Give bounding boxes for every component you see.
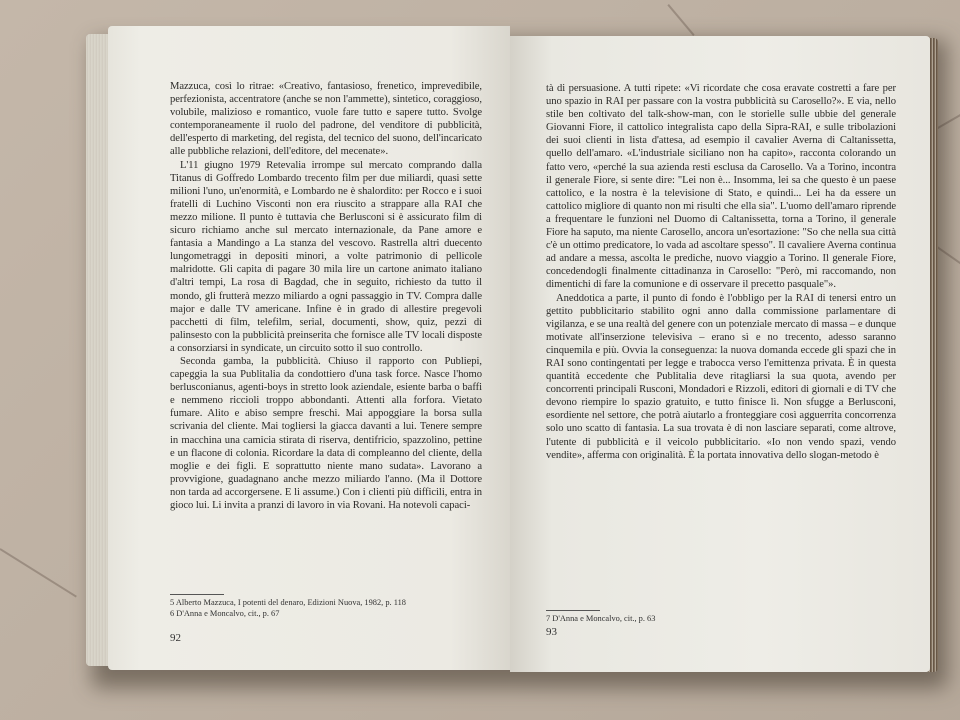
right-page <box>510 36 930 672</box>
page-number: 93 <box>546 626 557 638</box>
open-book <box>86 26 938 678</box>
left-page-text <box>170 80 482 586</box>
paragraph: L'11 giugno 1979 Retevalia irrompe sul mercato comprando dalla Titanus di Goffredo Lombardo trecento film per due miliardi, quasi sette milioni l'uno, un'enormità, e Lombardo ne è shalordito: per Rocco e i suoi fratelli di Luchino Visconti non era riuscito a strappare alla RAI che mezzo milione. Il punto è tuttavia che Berlusconi si è assicurato film di sicuro richiamo anche sul mercato internazionale, da Pane amore e fantasia a Mandingo a La stanza del vescovo. Rastrella altri duecento lungometraggi in depositi minori, a volte patrimonio di pellicole malridotte. Gli capita di pagare 30 mila lire un cartone animato italiano d'altri tempi, La rosa di Bagdad, che in seguito, richiesto da tutto il mondo, gli frutterà mezzo miliardo a ogni passaggio in TV. Compra dalle major e dalle TV americane. Infine è in grado di allestire pregevoli pacchetti di film, telefilm, serial, documenti, show, quiz, pezzi di palinsesto con la pubblicità preinserita che fornisce alle TV locali disposte a consorziarsi in syndicate, un circuito sotto il suo controllo. <box>170 159 482 354</box>
left-page <box>108 26 510 670</box>
footnote: 5 Alberto Mazzuca, I potenti del denaro, Edizioni Nuova, 1982, p. 118 <box>170 598 406 607</box>
footnote: 6 D'Anna e Moncalvo, cit., p. 67 <box>170 608 280 618</box>
footnote: 7 D'Anna e Moncalvo, cit., p. 63 <box>546 614 656 623</box>
footnote-rule <box>546 610 600 611</box>
page-number: 92 <box>170 632 181 644</box>
paragraph: Mazzuca, così lo ritrae: «Creativo, fantasioso, frenetico, imprevedibile, perfezionista, accentratore (anche se non l'ammette), sintetico, coraggioso, volubile, malizioso e romantico, vuole fare tutto e sapere tutto. Svolge contemporaneamente il ruolo del padrone, del venditore di pubblicità, dell'esperto di marketing, del regista, del tecnico del suono, dell'incaricato alle pubbliche relazioni, dell'editore, del mecenate». <box>170 81 482 158</box>
footnote-rule <box>170 594 224 595</box>
right-page-text <box>546 82 896 602</box>
paragraph: Seconda gamba, la pubblicità. Chiuso il rapporto con Publiepi, capeggia la sua Publitalia da condottiero d'una task force. Nasce l'homo berlusconianus, agenti-boys in stretto look aziendale, esiente barba o baffi e nemmeno riccioli troppo abbondanti. Attenti alla forfora. Vietato fumare. Alito e abiso sempre freschi. Mai appoggiare la borsa sulla scrivania del cliente. Mai togliersi la giacca davanti a lui. Tenere sempre in macchina una camicia stirata di riserva, dentifricio, spazzolino, pettine e un flacone di colonia. Ricordare la data di compleanno del cliente, della moglie e dei figli. E soprattutto niente mano sudata». Lavorano a provvigione, guadagnano anche mezzo miliardo l'anno. (Ma il Dottore non tarda ad accorgersene. E li assume.) Con i clienti più difficili, entra in gioco lui. Li invita a pranzi di lavoro in via Rovani. Ha notevoli capaci- <box>170 355 482 511</box>
paragraph: tà di persuasione. A tutti ripete: «Vi ricordate che cosa eravate costretti a fare per uno spazio in RAI per passare con la vostra pubblicità su Carosello?». E via, nello stile ben coltivato del talk-show-man, con le storielle sulle ubbie del generale Giovanni Fiore, il cattolico integralista capo della Sipra-RAI, e sulle tribolazioni dei suoi clienti in lista d'attesa, ad esempio il cavalier Averna di Caltanissetta, quello dell'amaro. «L'industriale siciliano non ha capito», racconta colorando un fatto vero, «perché la sua azienda resti esclusa da Carosello. Va a Torino, incontra il generale Fiore, si sente dire: "Lei non è... Insomma, lei sa che questo è un paese cattolico, e la nostra è la televisione di Stato, e quindi... Lei ha da essere un cattolico migliore di quanto non mi risulti che ella sia". L'uomo dell'amaro riprende a frequentare le funzioni nel Duomo di Caltanissetta, torna a Torino, il generale Fiore ha saputo, ma niente Carosello, ancora un'esortazione: "So che nella sua città c'è un ottimo predicatore, lo vada ad ascoltare spesso". Il cavaliere Averna continua ad andare a messa, ascolta le prediche, nuovo viaggio a Torino. Il generale Fiore, concedendogli finalmente cittadinanza in Carosello: "Però, mi raccomando, non dimentichi di fare la comunione e di osservare il precetto pasquale"». <box>546 83 896 291</box>
paragraph: Aneddotica a parte, il punto di fondo è l'obbligo per la RAI di tenersi entro un gettito pubblicitario stabilito ogni anno dalla commissione parlamentare di vigilanza, e se una realtà del genere con un potenziale mercato di massa – e dunque motivate all'inserzione televisiva – erano sì e no trecento, adesso saranno cinquemila e più. Ovvia la conseguenza: la nuova domanda eccede gli spazi che in RAI sono contingentati per legge e trabocca verso l'emittenza privata. È in questa quantità eccedente che Publitalia deve ritagliarsi la sua quota, avendo per concorrenti principali Rusconi, Mondadori e Rizzoli, editori di giornali e di TV che devono riempire lo spazio gratuito, e tutto finisce lì. Non sfugge a Berlusconi, esordiente nel settore, che potrà aiutarlo a fronteggiare così agguerrita concorrenza solo uno scatto di fantasia. La sua trovata è di non lasciare separati, come altrove, l'utente di pubblicità e il veicolo pubblicitario. «Io non vendo spazi, vendo vendite», afferma con originalità. È la portata innovativa dello slogan-metodo è <box>546 292 896 461</box>
